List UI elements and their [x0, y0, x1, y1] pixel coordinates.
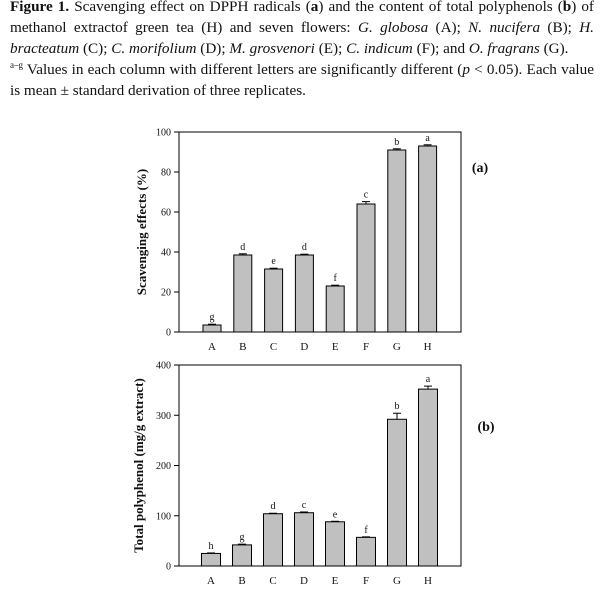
p-symbol: p	[462, 61, 470, 78]
bar-A	[203, 325, 221, 332]
species-b: N. nucifera	[468, 19, 541, 36]
chart-panel-a	[134, 128, 488, 354]
y-tick-label: 300	[156, 410, 171, 422]
species-f: C. indicum	[346, 40, 413, 57]
significance-letter-F: f	[364, 524, 368, 536]
significance-letter-D: d	[301, 242, 307, 254]
caption-text-2: ) and the content of total polyphenols (	[318, 0, 563, 15]
bar-D	[295, 513, 314, 566]
bar-B	[233, 545, 252, 566]
y-tick-label: 400	[156, 360, 171, 372]
caption-text-9: (F); and	[412, 40, 469, 57]
x-tick-label-H: H	[423, 341, 432, 353]
significance-letter-E: f	[333, 273, 337, 285]
caption-text-10: (G).	[539, 40, 569, 57]
caption-panel-b: b	[562, 0, 572, 15]
x-tick-label-F: F	[362, 341, 370, 353]
y-tick-label: 100	[156, 127, 171, 139]
x-tick-label-A: A	[208, 341, 216, 353]
x-tick-label-D: D	[300, 341, 309, 353]
x-tick-label-C: C	[269, 575, 277, 587]
x-tick-label-E: E	[331, 575, 339, 587]
figure-label: Figure 1.	[10, 0, 70, 15]
significance-letter-G: b	[394, 401, 400, 413]
x-tick-label-H: H	[424, 575, 432, 587]
y-tick-label: 100	[156, 511, 171, 523]
species-a: G. globosa	[357, 19, 429, 36]
bar-C	[265, 269, 283, 332]
x-tick-label-F: F	[362, 575, 370, 587]
significance-letter-A: h	[208, 540, 214, 552]
caption-text-5: (B);	[540, 19, 580, 36]
y-tick-label: 0	[166, 561, 171, 573]
significance-letter-H: a	[425, 374, 431, 386]
x-tick-label-G: G	[392, 341, 401, 353]
species-c: H. bracteatum	[10, 19, 594, 57]
caption-text-4: (A);	[428, 19, 469, 36]
panel-label: (a)	[471, 161, 489, 176]
caption-text-3: ) of methanol extractof green tea (H) and seven flowers:	[10, 0, 594, 36]
species-d: C. morifolium	[111, 40, 197, 57]
x-tick-label-C: C	[269, 341, 278, 353]
bar-H	[419, 146, 437, 332]
species-g: O. fragrans	[468, 40, 540, 57]
bar-G	[388, 150, 406, 332]
bar-F	[357, 537, 376, 566]
bar-B	[234, 255, 252, 332]
bar-H	[419, 389, 438, 566]
y-tick-label: 80	[161, 167, 171, 179]
significance-letter-C: e	[271, 256, 276, 268]
bar-G	[388, 419, 407, 566]
x-tick-label-E: E	[331, 341, 339, 353]
y-axis-label: Scavenging effects (%)	[134, 168, 149, 296]
y-tick-label: 40	[161, 247, 171, 259]
significance-letter-C: d	[270, 501, 276, 513]
y-axis-label: Total polyphenol (mg/g extract)	[131, 378, 146, 553]
caption-text-8: (E);	[314, 40, 347, 57]
significance-letter-B: g	[239, 532, 245, 544]
bar-C	[264, 514, 283, 566]
y-tick-label: 200	[156, 461, 171, 472]
x-tick-label-B: B	[239, 341, 247, 353]
significance-letter-H: a	[425, 132, 430, 144]
caption-text-12: < 0.05). Each value is mean ± standard derivation of three replicates.	[10, 61, 594, 99]
chart-panel-b	[131, 361, 495, 588]
significance-superscript: a–g	[10, 60, 23, 70]
significance-letter-F: c	[363, 189, 369, 201]
bar-A	[202, 553, 221, 566]
significance-letter-G: b	[394, 136, 400, 148]
caption-text-6: (C);	[79, 40, 112, 57]
y-tick-label: 0	[166, 327, 171, 339]
significance-letter-B: d	[240, 241, 246, 253]
x-tick-label-B: B	[238, 575, 246, 587]
y-tick-label: 20	[161, 287, 171, 299]
caption-text-7: (D);	[196, 40, 230, 57]
bar-F	[357, 204, 375, 332]
x-tick-label-G: G	[393, 575, 401, 587]
significance-letter-A: g	[209, 312, 215, 324]
significance-letter-E: e	[332, 509, 338, 521]
caption-text-11: Values in each column with different letters are significantly different (	[23, 61, 463, 78]
panel-label: (b)	[477, 420, 495, 435]
bar-E	[326, 286, 344, 332]
x-tick-label-A: A	[207, 575, 215, 587]
caption-panel-a: a	[310, 0, 319, 15]
bar-D	[295, 255, 313, 332]
caption-text-1: Scavenging effect on DPPH radicals (	[74, 0, 311, 15]
x-tick-label-D: D	[300, 575, 308, 587]
y-tick-label: 60	[161, 207, 171, 219]
species-e: M. grosvenori	[229, 40, 315, 57]
bar-E	[326, 522, 345, 566]
significance-letter-D: c	[301, 499, 307, 511]
